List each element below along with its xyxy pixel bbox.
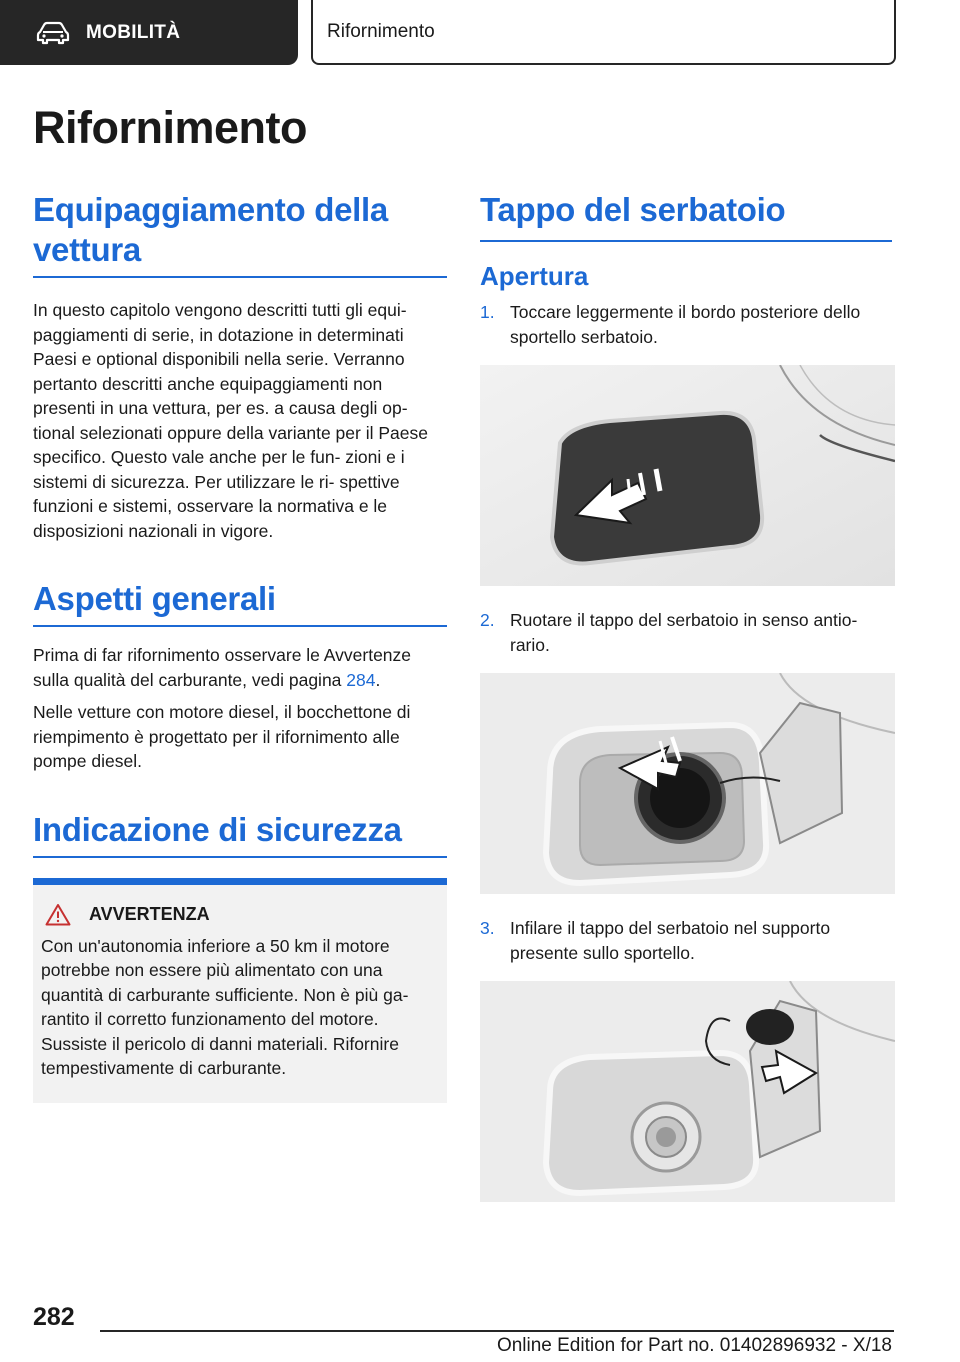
fuel-flap-image xyxy=(480,365,895,586)
general-heading: Aspetti generali xyxy=(33,579,447,627)
step-2 xyxy=(480,608,892,657)
step-text: Infilare il tappo del serbatoio nel supporto presente sullo sportello. xyxy=(510,918,831,963)
page-title: Rifornimento xyxy=(33,102,307,153)
step-text: Ruotare il tappo del serbatoio in senso antio- rario. xyxy=(510,610,858,655)
tank-cap-heading: Tappo del serbatoio xyxy=(480,190,892,242)
cap-rotate-image xyxy=(480,673,895,894)
warning-text: Con un'autonomia inferiore a 50 km il motore potrebbe non essere più alimentato con una quantità di carburante sufficiente. Non è più ga- rantito il corretto funzionamento del motore. Sussiste il pericolo di danni materiali. Rifornire tempestivamente di carburante. xyxy=(41,935,409,1078)
chapter-label: Rifornimento xyxy=(327,20,435,42)
warning-triangle-icon xyxy=(45,903,71,926)
right-column xyxy=(480,190,892,1202)
opening-heading: Apertura xyxy=(480,261,589,291)
step-number: 3. xyxy=(480,918,495,938)
page-number: 282 xyxy=(33,1303,75,1331)
step-3 xyxy=(480,916,892,965)
chapter-tab[interactable] xyxy=(311,0,896,65)
section-label: MOBILITÀ xyxy=(86,21,181,43)
step-number: 2. xyxy=(480,610,495,630)
equipment-heading: Equipaggiamento della vettura xyxy=(33,190,447,278)
section-tab[interactable] xyxy=(0,0,298,65)
left-column xyxy=(33,190,447,1103)
general-paragraph-1 xyxy=(33,643,447,692)
warning-title: AVVERTENZA xyxy=(89,903,210,924)
step-number: 1. xyxy=(480,302,495,322)
page-link-284[interactable]: 284 xyxy=(346,669,376,690)
step-1 xyxy=(480,300,892,349)
step-text: Toccare leggermente il bordo posteriore dello sportello serbatoio. xyxy=(510,302,861,347)
edition-text: Online Edition for Part no. 01402896932 - X/18 xyxy=(496,1335,892,1356)
warning-box xyxy=(33,878,447,1103)
footer-rule xyxy=(100,1330,894,1332)
cap-holder-image xyxy=(480,981,895,1202)
general-paragraph-2: Nelle vetture con motore diesel, il bocchettone di riempimento è progettato per il rifornimento alle pompe diesel. xyxy=(33,702,411,771)
car-icon xyxy=(36,21,70,45)
general-p1-end: . xyxy=(375,669,381,690)
general-p1-text: Prima di far rifornimento osservare le Avvertenze sulla qualità del carburante, vedi pagina xyxy=(33,645,412,690)
safety-heading: Indicazione di sicurezza xyxy=(33,810,447,858)
warning-title-row xyxy=(41,903,439,926)
equipment-text: In questo capitolo vengono descritti tutti gli equi- paggiamenti di serie, in dotazione in determinati Paesi e optional disponibili nella serie. Verranno pertanto descritti anche equipaggiamenti non presenti in una vettura, per es. a causa degli op- tional selezionati oppure della variante per il Paese specifico. Questo vale anche per le fun- zioni e i sistemi di sicurezza. Per utilizzare le ri- spettive funzioni e sistemi, osservare la normativa e le disposizioni nazionali in vigore. xyxy=(33,300,428,541)
